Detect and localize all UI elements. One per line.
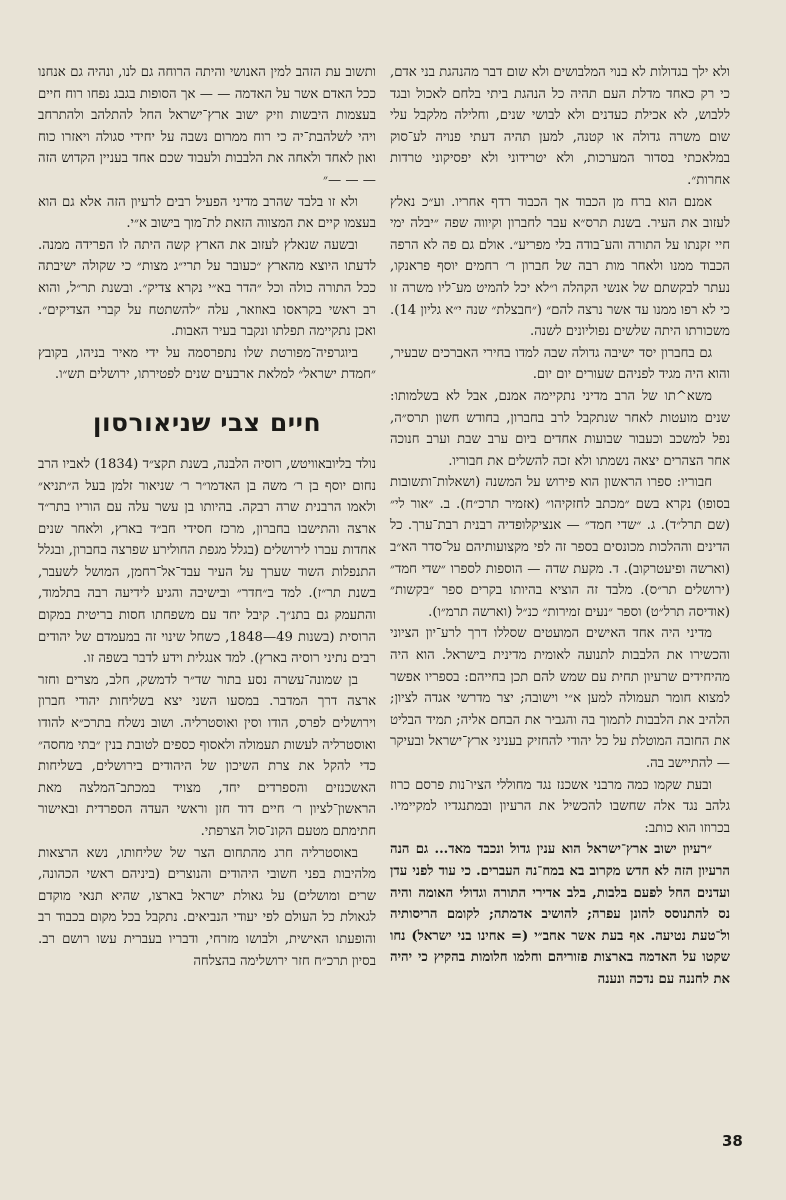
section-title: חיים צבי שניאורסון bbox=[92, 407, 322, 437]
paragraph: גם בחברון יסד ישיבה גדולה שבה למדו בחירי האברכים שבעיר, והוא היה מגיד לפניהם שעורים יום יום. bbox=[390, 345, 730, 383]
paragraph: ולא זו בלבד שהרב מדיני הפעיל רבים לרעיון הזה אלא גם הוא בעצמו קיים את המצווה הזאת לת־מוך בישוב א״י. bbox=[38, 194, 376, 232]
paragraph: מדיני היה אחד האישים המועטים שסללו דרך לרע־יון הציוני והכשירו את הלבבות לתנועה לאומית מדינית בישראל. הוא היה מהיחידים שרעיון תחית עם שמש להם תכן בחייהם: בספריו אפשר למצוא חומר תעמולה למען א״י וישובה; יצר מדרשי אגדה לציון; הלהיב את הלבבות לתמוך בה והגביר את הבחם אליה; תמיד הבליט את החובה המוטלת על כל יהודי להחזיק בעניני ארץ־ישראל ובעיקר — להתיישב בה. bbox=[390, 626, 730, 771]
paragraph: משא^תו של הרב מדיני נתקיימה אמנם, אבל לא בשלמותו: שנים מועטות לאחר שנתקבל לרב בחברון, בחודש חשון תרס״ה, נפל למשכב וכעבור שבועות אחדים ביום ערב שבת וערב חנוכה אחר הצהרים יצאה נשמתו ולא זכה להשלים את חבוריו. bbox=[390, 388, 730, 469]
paragraph: ובשעה שנאלץ לעזוב את הארץ קשה היתה לו הפרידה ממנה. לדעתו היוצא מהארץ ״כעובר על תרי״ג מצות״ כי שקולה ישיבתה ככל התורה כולה וכל ״הדר בא״י נקרא צדיק״. ובשנת תר״ל, והוא רב ראשי בקראסו באוזאר, עלה ״להשתטח על קברי הצדיקים״. ואכן נתקיימה תפלתו ונקבר בעיר האבות. bbox=[38, 237, 376, 340]
paragraph: ובעת שקמו כמה מרבני אשכנז נגד מחוללי הציו־נות פרסם כרוז גלהב נגד אלה שחשבו להכשיל את הרעיון ובמתנגדיו למקיימיו. בכרוזו הוא כותב: bbox=[390, 777, 730, 836]
paragraph: חבוריו: ספרו הראשון הוא פירוש על המשנה (ושאלות־ותשובות בסופו) נקרא בשם ״מכתב לחזקיהו״ (אזמיר תרכ״ח). ב. ״אור לי״ (שם תרל״ד). ג. ״שדי חמד״ — אנציקלופדיה רבנית רבת־ערך. כל הדינים וההלכות מכונסים בספר זה לפי מקצועותיהם על־סדר הא״ב (וארשה ופיעטרקוב). ד. מקעת שדה — הוספות לספרו ״שדי חמד״ (ירושלים תר״ס). מלבד זה הוציא בהיותו בקרים ספר ״בקשות״ (אודיסה תרל״ט) וספר ״נעים זמירות״ כנ״ל (וארשה תרמ״ו). bbox=[390, 475, 730, 620]
paragraph: נולד בליובאוויטש, רוסיה הלבנה, בשנת תקצ״ד (1834) לאביו הרב נחום יוסף בן ר׳ משה בן האדמו״ר ר׳ שניאור זלמן בעל ה״תניא״ ולאמו הרבנית שרה רבקה. בהיותו בן עשר עלה עם הוריו בתר״ד ארצה והתישבו בחברון, מרכז חסידי חב״ד בארץ, ולאחר שנים אחדות עברו לירושלים (בגלל מגפת החולירע שפרצה בחברון, ובגלל התנפלות השוד שערך על העיר עבד־אל־רחמן, המושל לשעבר, בשנת תר״ז). למד ב״חדר״ ובישיבה והגיע לידיעה רבה בתלמוד, והתעמק גם בתנ״ך. קיבל יחד עם משפחתו חסות בריטית במקום הרוסית (בשנות 49—1848, כשחל שינוי זה במעמדם של יהודים רבים נתיני רוסיה בארץ). למד אנגלית וידע לדבר בשפה זו. bbox=[38, 456, 376, 667]
right-column bbox=[390, 62, 730, 991]
paragraph: ותשוב עת הזהב למין האנושי והיתה הרוחה גם לנו, ונהיה גם אנחנו ככל האדם אשר על האדמה — — אך הסופות בגבג נפחו רוח חיים בעצמות היבשות וזיק ישוב ארץ־ישראל החל להתלהב ולהתרחב ויהי לשלהבת־יה כי רוח ממרום נשבה על יחידי סגולה ויאזרו כוח ואון לאחד ולאחה את הלבבות ולעבוד שכם אחד בעניין הקדוש הזה — — —״ bbox=[38, 65, 376, 188]
quoted-proclamation: ״רעיון ישוב ארץ־ישראל הוא ענין גדול ונכבד מאד... גם הנה הרעיון הזה לא חדש מקרוב בא במח־נה העברים. כי עוד לפני עדן ועדנים החל לפעם בלבות, בלב אדירי התורה וגדולי האומה והיה נס להתנוסס להונן עפרה; להושיב אדמתה; לקומם הריסותיה ול־טעת נטיעה. אף בעת אשר אחב״י (= אחינו בני ישראל) נחו שקטו על האדמה בארצות פזוריהם וחלמו חלומות בהקיץ כי יהיה את לחננה עם נדכה ונענה bbox=[390, 842, 730, 987]
paragraph: ולא ילך בגדולות לא בנוי המלבושים ולא שום דבר מהנהגת בני אדם, כי רק כאחד מדלת העם תהיה כל הנהגת ביתי בלחם לאכול ובגד ללבוש, לא אכילת כעדנים ולא לבושי שנים, וחלילה מלקבל עלי שום משרה גדולה או קטנה, למען תהיה דעתי פנויה לע־סוק במלאכתי בסדור המערכות, ולא יטרידוני ולא יפסיקוני טרדות אחרות״. bbox=[390, 65, 730, 188]
paragraph: ביוגרפיה־מפורטת שלו נתפרסמה על ידי מאיר בניהו, בקובץ ״חמדת ישראל״ למלאת ארבעים שנים לפטירתו, ירושלים תש״ו. bbox=[38, 345, 376, 383]
paragraph: בן שמונה־עשרה נסע בתור שד״ר לדמשק, חלב, מצרים וחזר ארצה דרך המדבר. במסעו השני יצא בשליחות יהודי חברון וירושלים לפרס, הודו וסין ואוסטרליה. ושוב נשלח בתרכ״א להודו ואוסטרליה לעשות תעמולה ולאסוף כספים לטובת בנין ״בתי מחסה״ כדי להקל את צרת השיכון של היהודים בירושלים, בשליחות האשכנזים והספרדים יחד, מצויד במכתב־המלצה מאת הראשון־לציון ר׳ חיים דוד חזן וראשי העדה הספרדית ובאישור חתימתם מטעם הקונ־סול הצרפתי. bbox=[38, 672, 376, 839]
page-number: 38 bbox=[722, 1132, 743, 1150]
paragraph: באוסטרליה חרג מהתחום הצר של שליחותו, נשא הרצאות מלהיבות בפני חשובי היהודים והנוצרים (ביניהם ראשי הכהונה, שרים ומושלים) על גאולת ישראל בארצו, שהיא תנאי מוקדם לגאולת כל העולם לפי יעודי הנביאים. נתקבל בכל מקום בכבוד רב והופעתו האישית, ולבושו מזרחי, ודבריו בעברית עשו רושם רב. בסיון תרכ״ח חזר ירושלימה בהצלחה bbox=[38, 845, 376, 969]
left-column bbox=[38, 62, 376, 972]
paragraph: אמנם הוא ברח מן הכבוד אך הכבוד רדף אחריו. וע״כ נאלץ לעזוב את העיר. בשנת תרס״א עבר לחברון וקיווה שפה ״יבלה ימי חיי זקנתו על התורה והע־בודה בלי מפריע״. אולם גם פה לא הרפה הכבוד ממנו ולאחר מות רבה של חברון ר׳ רחמים יוסף פראנקו, נעתר לבקשתם של אנשי הקהלה ו״לא יכל להמיט מע־ליו משרה זו כי לא רפו ממנו עד אשר נרצה להם״ (״חבצלת״ שנה י״א גליון 14). משכורתו היתה שלשים נפוליונים לשנה. bbox=[390, 194, 730, 340]
